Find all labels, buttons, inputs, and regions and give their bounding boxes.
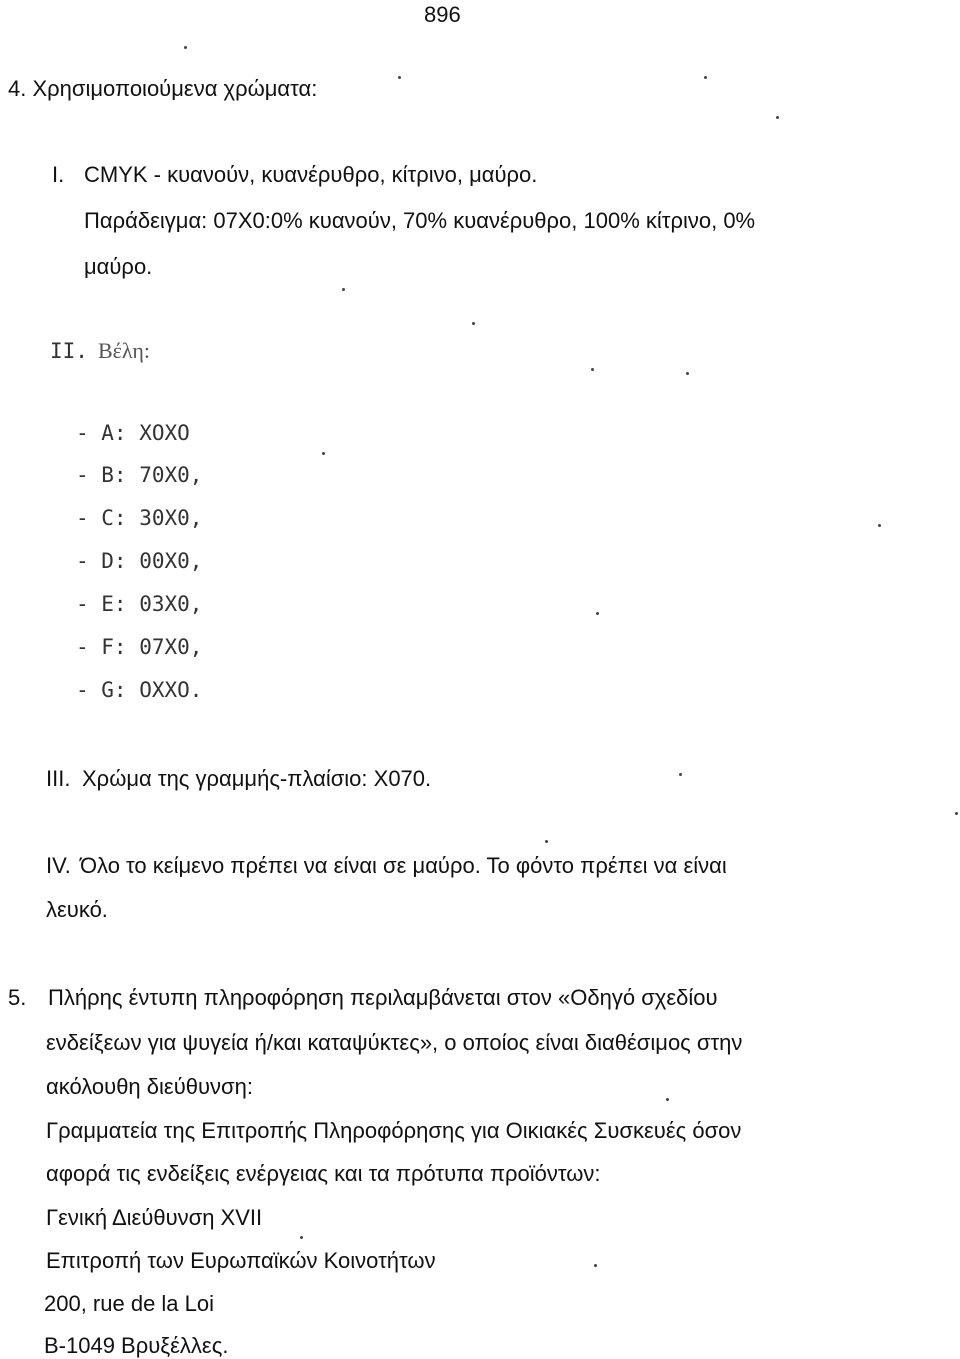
scan-speck bbox=[398, 76, 401, 79]
item-iii-label: III. bbox=[46, 766, 71, 791]
address-line: Γενική Διεύθυνση XVII bbox=[46, 1205, 263, 1230]
item-ii-label: II. bbox=[50, 339, 88, 363]
scan-speck bbox=[955, 812, 958, 815]
section-5-number: 5. bbox=[8, 985, 27, 1010]
item-iv-label: IV. bbox=[46, 853, 71, 878]
section-5-line-1: Πλήρης έντυπη πληροφόρηση περιλαμβάνεται στον «Οδηγό σχεδίου bbox=[48, 985, 718, 1010]
scan-speck bbox=[591, 368, 594, 371]
scan-speck bbox=[545, 840, 548, 843]
item-i-example-line-2: μαύρο. bbox=[84, 254, 153, 279]
address-line: B-1049 Βρυξέλλες. bbox=[44, 1333, 229, 1358]
section-5-line-3: ακόλουθη διεύθυνση: bbox=[46, 1074, 253, 1099]
arrow-line: - F: 07X0, bbox=[76, 635, 203, 659]
scan-speck bbox=[878, 524, 881, 527]
address-line: αφορά τις ενδείξεις ενέργειας και τα πρότυπα προϊόντων: bbox=[46, 1161, 601, 1186]
address-line: Γραμματεία της Επιτροπής Πληροφόρησης για Οικιακές Συσκευές όσον bbox=[46, 1118, 742, 1143]
arrow-line: - A: XOXO bbox=[76, 421, 190, 445]
scan-speck bbox=[342, 288, 345, 291]
scan-speck bbox=[776, 116, 779, 119]
scan-speck bbox=[322, 452, 325, 455]
address-line: 200, rue de la Loi bbox=[44, 1291, 215, 1316]
arrow-line: - D: 00X0, bbox=[76, 549, 203, 573]
arrow-line: - G: OXXO. bbox=[76, 678, 203, 702]
arrow-line: - B: 70X0, bbox=[76, 463, 203, 487]
arrow-line: - C: 30X0, bbox=[76, 506, 203, 530]
section-5-line-2: ενδείξεων για ψυγεία ή/και καταψύκτες», ο οποίος είναι διαθέσιμος στην bbox=[46, 1030, 743, 1055]
item-iv-line-2: λευκό. bbox=[46, 897, 108, 922]
scan-speck bbox=[184, 46, 187, 49]
item-i-text: CMYK - κυανούν, κυανέρυθρο, κίτρινο, μαύρο. bbox=[84, 162, 538, 187]
scan-speck bbox=[594, 1264, 597, 1267]
item-ii-title: Βέλη: bbox=[98, 338, 151, 363]
scan-speck bbox=[704, 76, 707, 79]
item-iii-text: Χρώμα της γραμμής-πλαίσιο: X070. bbox=[82, 766, 432, 791]
section-4-heading: 4. Χρησιμοποιούμενα χρώματα: bbox=[8, 76, 318, 101]
scan-speck bbox=[679, 773, 682, 776]
item-i-example-line-1: Παράδειγμα: 07X0:0% κυανούν, 70% κυανέρυθρο, 100% κίτρινο, 0% bbox=[84, 208, 756, 233]
address-line: Επιτροπή των Ευρωπαϊκών Κοινοτήτων bbox=[46, 1248, 436, 1273]
scan-speck bbox=[472, 322, 475, 325]
page-number: 896 bbox=[424, 2, 461, 27]
item-i-label: I. bbox=[52, 162, 65, 187]
scan-speck bbox=[596, 612, 599, 615]
item-iv-line-1: Όλο το κείμενο πρέπει να είναι σε μαύρο. Το φόντο πρέπει να είναι bbox=[80, 853, 727, 878]
scan-speck bbox=[686, 372, 689, 375]
scan-speck bbox=[666, 1098, 669, 1101]
scan-speck bbox=[300, 1236, 303, 1239]
arrow-line: - E: 03X0, bbox=[76, 592, 203, 616]
